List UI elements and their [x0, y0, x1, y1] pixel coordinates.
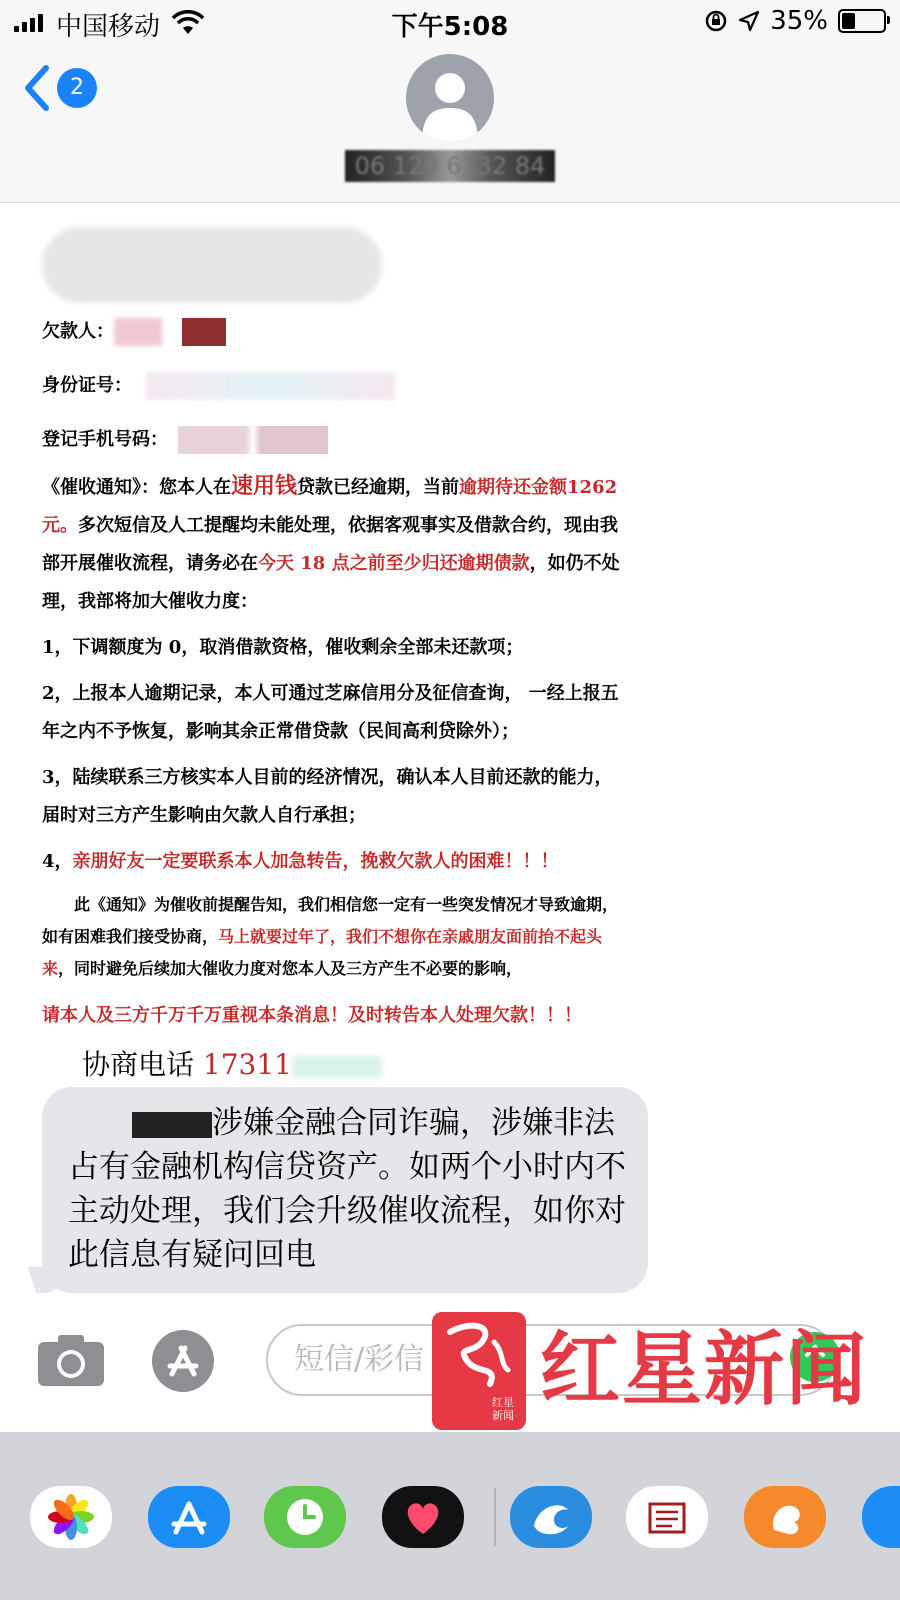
notice-item-1: 1，下调额度为 0，取消借款资格，催收剩余全部未还款项；: [42, 637, 524, 658]
red-star-news-logo: [432, 1312, 526, 1430]
back-button[interactable]: [22, 64, 112, 114]
drawer-divider: [494, 1488, 496, 1546]
notice-item-3: 3，陆续联系三方核实本人目前的经济情况，确认本人目前还款的能力，届时对三方产生影响由欠款人自行承担；: [42, 767, 613, 826]
status-time: 下午5:08: [391, 12, 509, 42]
id-number-field: [42, 359, 622, 413]
imessage-app-drawer: [0, 1432, 900, 1600]
calendar-icon: [626, 1486, 708, 1548]
app-store-app[interactable]: [148, 1486, 230, 1548]
negotiation-phone: [82, 1043, 382, 1083]
dolphin-app[interactable]: [510, 1486, 592, 1548]
message-text: 涉嫌金融合同诈骗，涉嫌非法占有金融机构信贷资产。如两个小时内不主动处理，我们会升级催收流程，如你对此信息有疑问回电: [68, 1105, 626, 1273]
redacted-name-block: [182, 318, 226, 346]
health-app[interactable]: [382, 1486, 464, 1548]
watermark-text: 红星新闻: [540, 1323, 868, 1416]
redacted-phone: [178, 426, 328, 454]
item-4-prefix: 4，: [42, 851, 73, 872]
camera-icon[interactable]: [36, 1332, 106, 1388]
app-store-icon: [152, 1330, 214, 1392]
notice-text-1: 《催收通知》：您本人在: [42, 477, 231, 498]
logo-small-text: 红星新闻: [492, 1396, 514, 1422]
debtor-label: 欠款人：: [42, 321, 114, 342]
battery-icon: [838, 9, 886, 33]
notice-item-2: 2，上报本人逾期记录，本人可通过芝麻信用分及征信查询， 一经上报五年之内不予恢复，影响其余正常借贷款（民间高利贷除外）；: [42, 683, 619, 742]
status-bar: [0, 0, 900, 46]
closing-red-text: 马上就要过年了，我们不想你在亲戚朋友面前抬不起头来: [42, 927, 603, 978]
notice-text-4: ，如仍不处理，我部将加大催收力度：: [42, 553, 620, 612]
location-arrow-icon: [738, 10, 760, 32]
incoming-message-bubble[interactable]: [42, 1087, 648, 1293]
notice-text-3: 多次短信及人工提醒均未能处理，依据客观事实及借款合约，现由我部开展催收流程，请务必在: [42, 515, 618, 574]
clock-icon: [264, 1486, 346, 1548]
calendar-app[interactable]: [626, 1486, 708, 1548]
contact-number-text: 06 129 6132 84: [345, 150, 556, 182]
app-store-button[interactable]: [152, 1330, 214, 1392]
closing-paragraph: [42, 889, 622, 985]
notice-paragraph: [42, 467, 622, 621]
unread-count-badge: 2: [57, 68, 97, 108]
conversation-header: [0, 46, 900, 203]
lender-name: 速用钱: [231, 473, 298, 499]
phone-line-label: 协商电话: [82, 1048, 203, 1081]
message-thread[interactable]: [0, 203, 900, 1333]
final-warning: 请本人及三方千万千万重视本条消息！及时转告本人处理欠款！！！: [42, 1005, 582, 1026]
clock-app[interactable]: [264, 1486, 346, 1548]
notice-item-4: [42, 843, 622, 881]
notice-text-2: 贷款已经逾期，当前: [297, 477, 460, 498]
uc-browser-app[interactable]: [744, 1486, 826, 1548]
carrier-name: 中国移动: [56, 12, 161, 42]
contact-avatar[interactable]: [406, 54, 494, 142]
phone-line-number: 17311: [202, 1048, 292, 1081]
redacted-phone-tail: [292, 1056, 382, 1078]
contact-number[interactable]: [0, 150, 900, 182]
chevron-left-icon: [22, 64, 52, 112]
collection-notice-image[interactable]: [42, 305, 622, 1035]
redacted-id: [146, 372, 396, 400]
squirrel-icon: [744, 1486, 826, 1548]
logo-calligraphy-icon: [432, 1312, 526, 1402]
id-label: 身份证号：: [42, 375, 132, 396]
heart-icon: [382, 1486, 464, 1548]
message-input[interactable]: 短信/彩信: [266, 1324, 836, 1396]
phone-field: [42, 413, 622, 467]
closing-text-1: 此《通知》为催收前提醒告知，我们相信您一定有一些突发情况才导致逾期，如有困难我们接受协商，: [42, 895, 619, 946]
person-silhouette-icon: [406, 54, 494, 142]
partial-app[interactable]: [862, 1486, 900, 1548]
photos-icon: [30, 1486, 112, 1548]
overdue-amount: 逾期待还金额1262元。: [42, 477, 618, 536]
redacted-name: [114, 318, 162, 346]
redaction-mask: [132, 1112, 212, 1138]
debtor-field: [42, 305, 622, 359]
closing-text-2: ，同时避免后续加大催收力度对您本人及三方产生不必要的影响，: [58, 959, 523, 978]
phone-label: 登记手机号码：: [42, 429, 168, 450]
status-right: [704, 6, 886, 36]
dolphin-icon: [510, 1486, 592, 1548]
app-store-icon: [148, 1486, 230, 1548]
photos-app[interactable]: [30, 1486, 112, 1548]
deadline-text: 今天 18 点之前至少归还逾期债款: [258, 553, 530, 574]
battery-level: [842, 13, 855, 29]
battery-percent: 35%: [770, 6, 828, 36]
item-4-text: 亲朋好友一定要联系本人加急转告，挽救欠款人的困难！！！: [72, 851, 559, 872]
rotation-lock-icon: [704, 9, 728, 33]
blurred-message: [42, 227, 382, 303]
